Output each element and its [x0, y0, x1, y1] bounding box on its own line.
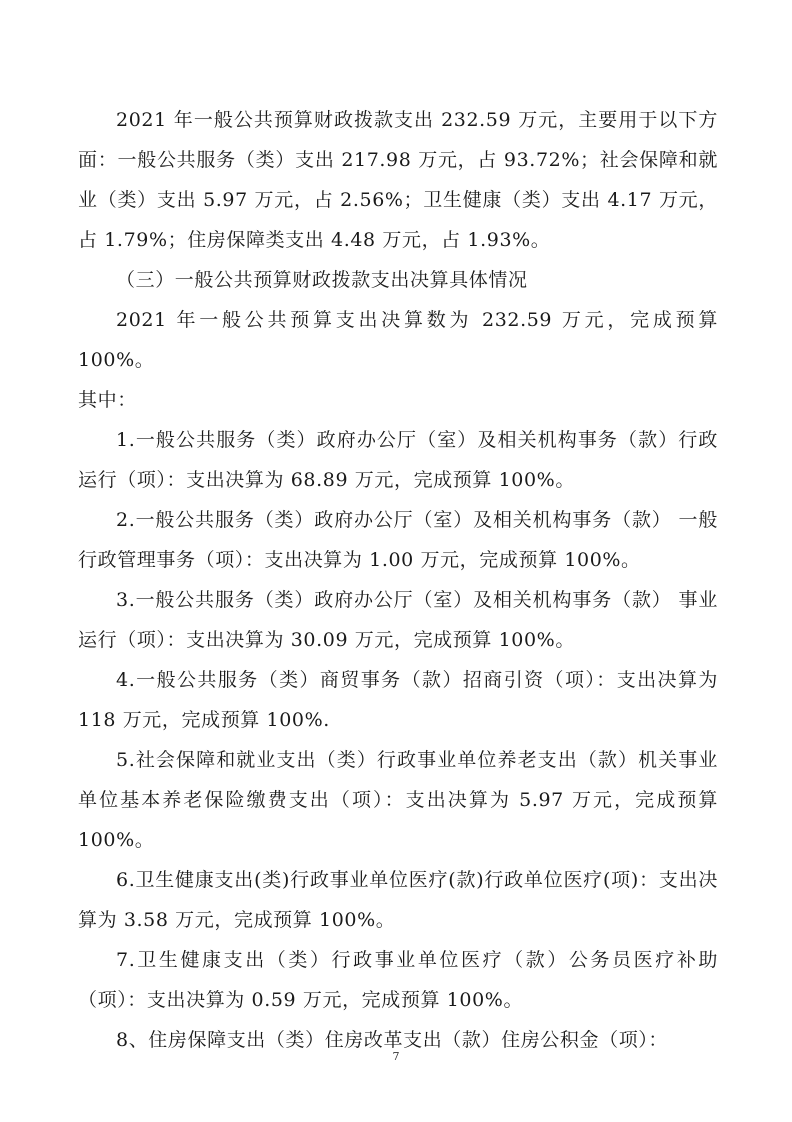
list-item-6: 6.卫生健康支出(类)行政事业单位医疗(款)行政单位医疗(项)：支出决算为 3.58 万元，完成预算 100%。: [78, 869, 718, 931]
list-item-5: 5.社会保障和就业支出（类）行政事业单位养老支出（款）机关事业单位基本养老保险缴费支出（项）：支出决算为 5.97 万元，完成预算 100%。: [78, 749, 718, 851]
page-number: 7: [392, 1050, 400, 1063]
paragraph-total-spending: 2021 年一般公共预算支出决算数为 232.59 万元，完成预算 100%。: [78, 309, 718, 371]
paragraph-budget-summary: 2021 年一般公共预算财政拨款支出 232.59 万元，主要用于以下方面：一般公共服务（类）支出 217.98 万元，占 93.72%；社会保障和就业（类）支出 5.97 万元，占 2.56%；卫生健康（类）支出 4.17 万元，占 1.79%；住房保障类支出 4.48 万元，占 1.93%。: [78, 109, 718, 251]
list-item-2: 2.一般公共服务（类）政府办公厅（室）及相关机构事务（款） 一般行政管理事务（项）：支出决算为 1.00 万元，完成预算 100%。: [78, 509, 718, 571]
section-heading: （三）一般公共预算财政拨款支出决算具体情况: [116, 269, 528, 291]
list-item-7: 7.卫生健康支出（类）行政事业单位医疗（款）公务员医疗补助（项）：支出决算为 0.59 万元，完成预算 100%。: [78, 949, 718, 1011]
list-item-4: 4.一般公共服务（类）商贸事务（款）招商引资（项）：支出决算为 118 万元，完成预算 100%.: [78, 669, 718, 731]
paragraph-among: 其中：: [78, 389, 137, 411]
list-item-8: 8、住房保障支出（类）住房改革支出（款）住房公积金（项）：: [116, 1029, 668, 1051]
list-item-1: 1.一般公共服务（类）政府办公厅（室）及相关机构事务（款）行政运行（项）：支出决算为 68.89 万元，完成预算 100%。: [78, 429, 718, 491]
body-text: [78, 100, 718, 1060]
list-item-3: 3.一般公共服务（类）政府办公厅（室）及相关机构事务（款） 事业运行（项）：支出决算为 30.09 万元，完成预算 100%。: [78, 589, 718, 651]
